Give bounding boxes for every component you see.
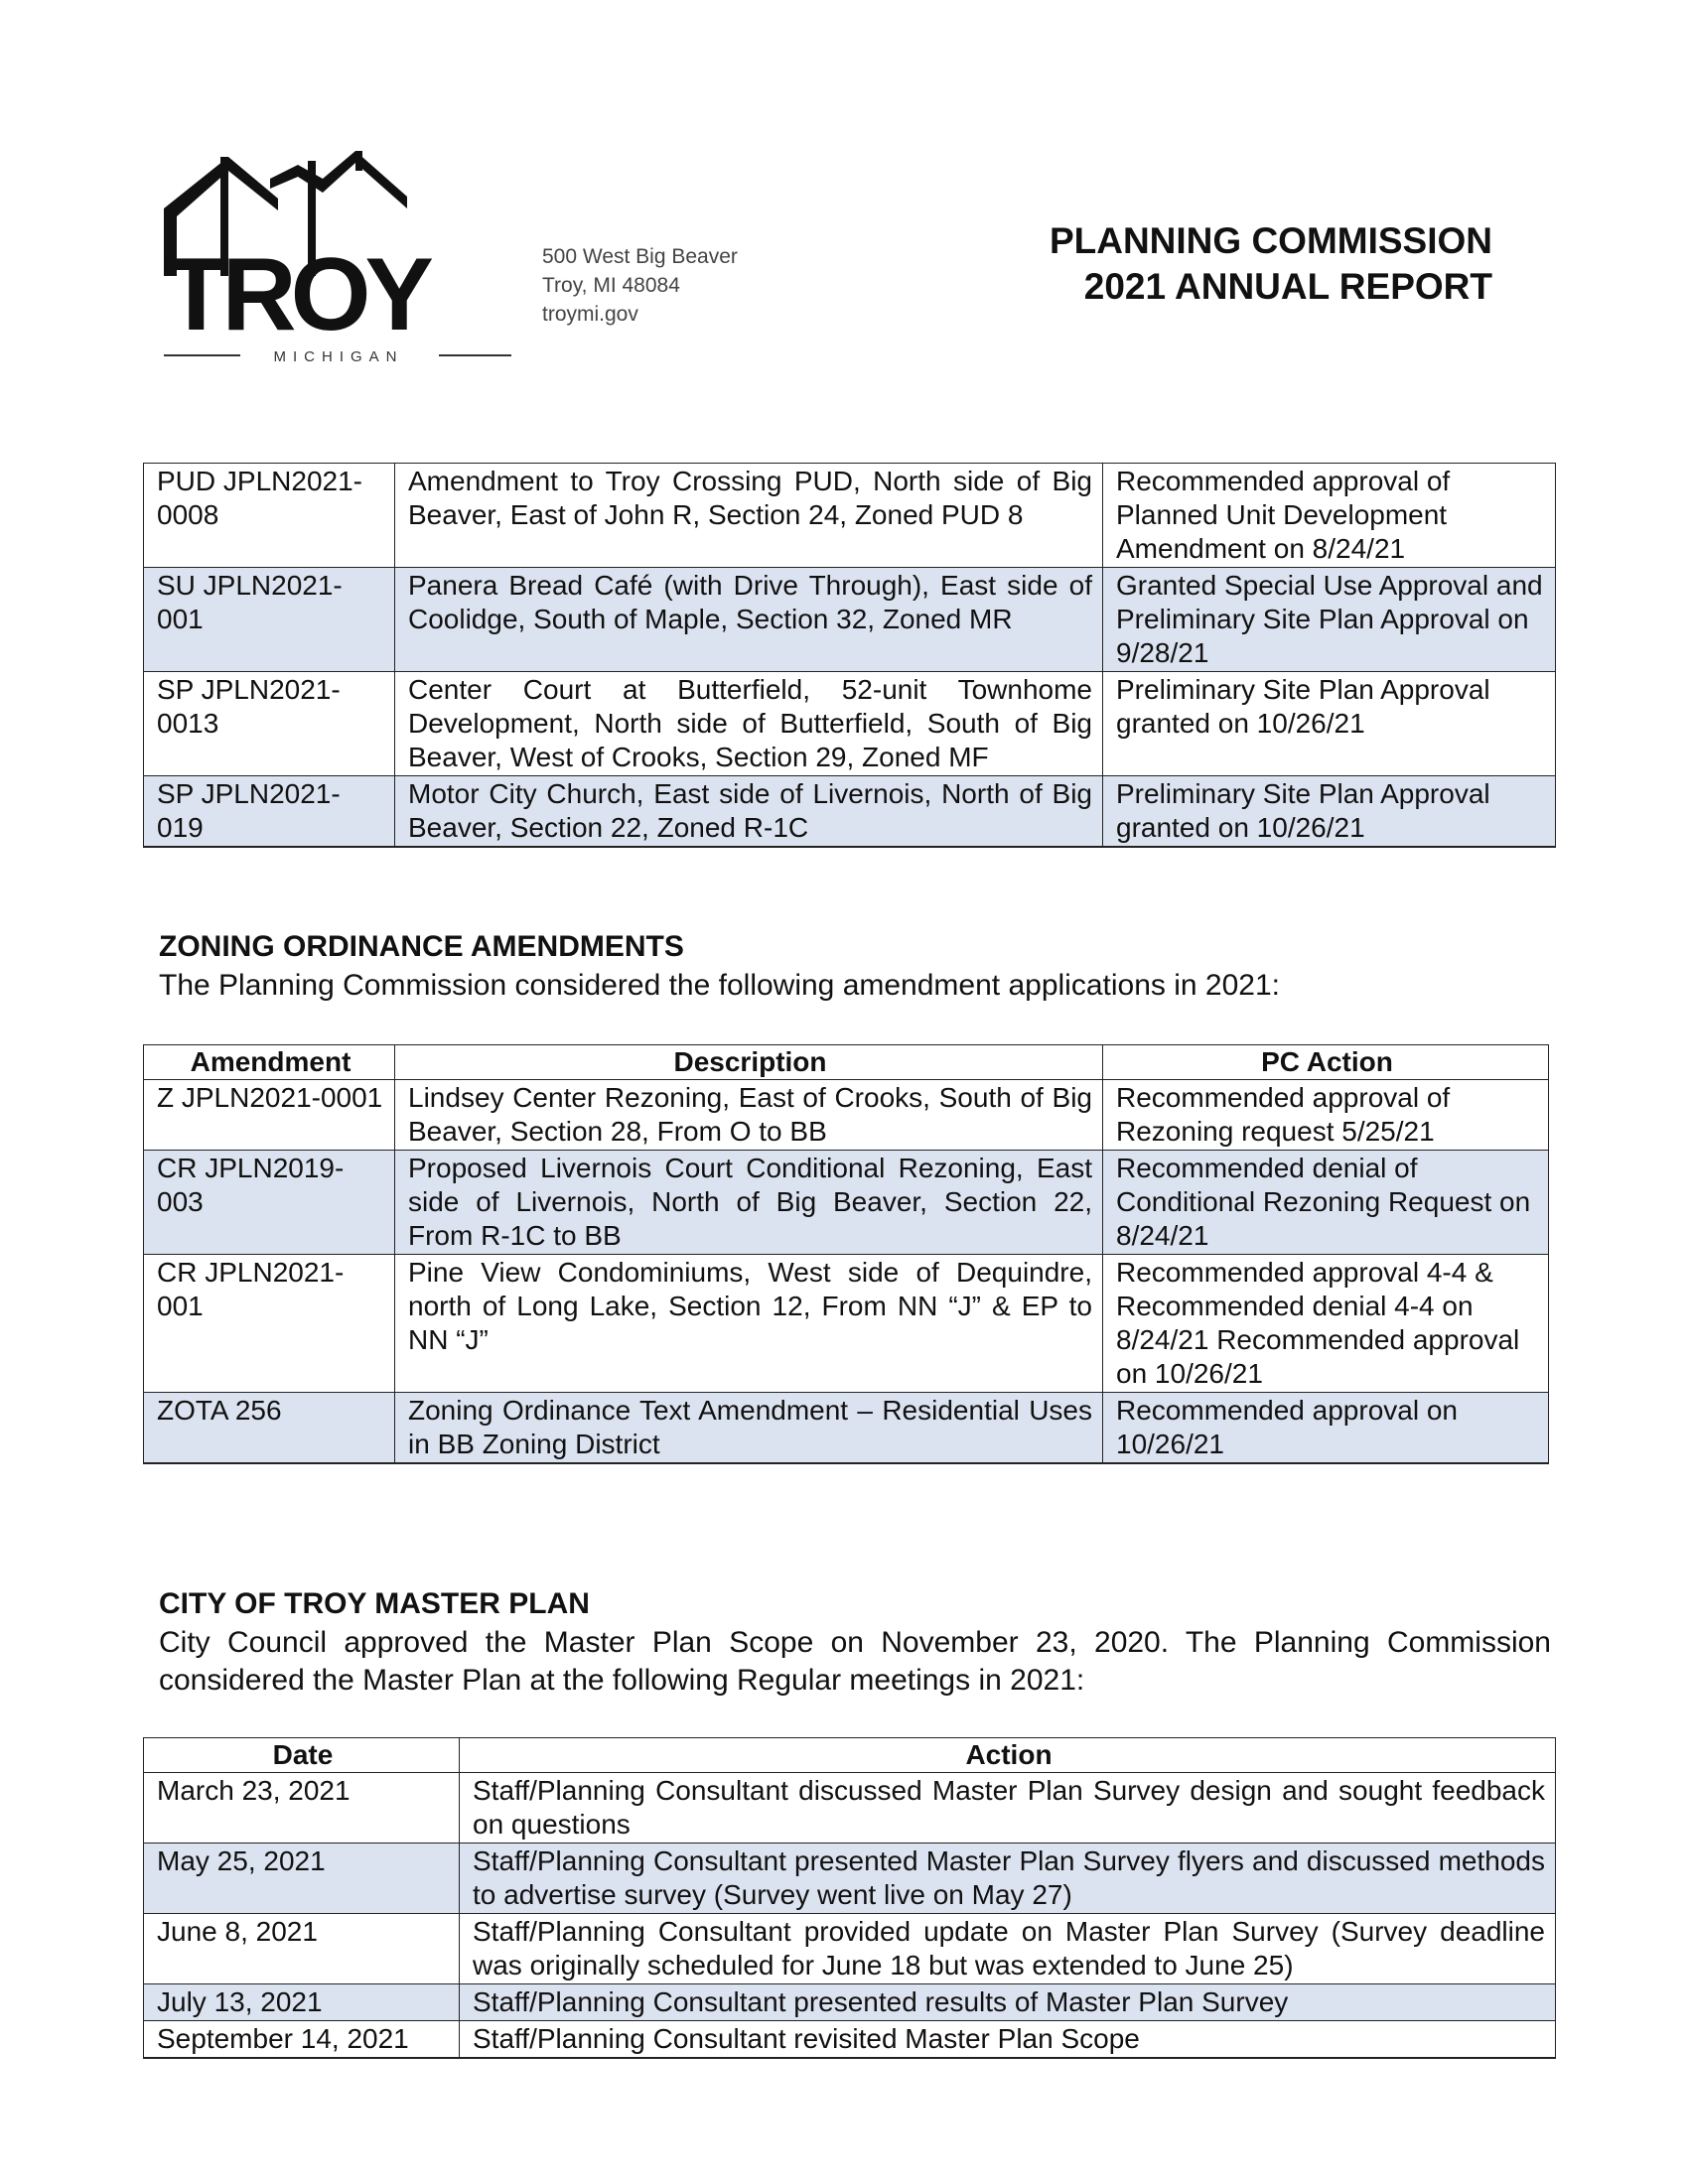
address-block [542,242,738,329]
title-line1: PLANNING COMMISSION [1049,220,1492,261]
table-row [144,1984,1556,2021]
amendment-description: Lindsey Center Rezoning, East of Crooks, South of Big Beaver, Section 28, From O to BB [395,1080,1103,1151]
case-id: SP JPLN2021-019 [144,776,395,848]
case-id: SP JPLN2021-0013 [144,672,395,776]
meeting-date: May 25, 2021 [144,1843,460,1914]
table-row [144,1393,1549,1464]
table-row [144,1255,1549,1393]
amendment-id: ZOTA 256 [144,1393,395,1464]
meeting-action: Staff/Planning Consultant presented Master Plan Survey flyers and discussed methods to advertise survey (Survey went live on May 27) [460,1843,1556,1914]
address-line1: 500 West Big Beaver [542,245,738,268]
website: troymi.gov [542,303,638,326]
title-line2: 2021 ANNUAL REPORT [1083,266,1492,307]
meeting-action: Staff/Planning Consultant provided update on Master Plan Survey (Survey deadline was originally scheduled for June 18 but was extended to June 25) [460,1914,1556,1984]
table-row [144,1080,1549,1151]
table-row [144,568,1556,672]
logo-subtext: MICHIGAN [273,348,404,365]
case-description: Amendment to Troy Crossing PUD, North side of Big Beaver, East of John R, Section 24, Zoned PUD 8 [395,464,1103,568]
table-row [144,776,1556,848]
troy-logo [159,149,516,367]
column-header: Action [460,1738,1556,1773]
amendment-id: Z JPLN2021-0001 [144,1080,395,1151]
zoning-table [143,1044,1549,1464]
table-row [144,2021,1556,2059]
case-description: Panera Bread Café (with Drive Through), East side of Coolidge, South of Maple, Section 32, Zoned MR [395,568,1103,672]
column-header: Amendment [144,1045,395,1080]
site-plan-table [143,463,1556,848]
master-plan-heading: CITY OF TROY MASTER PLAN [159,1587,590,1620]
master-plan-table [143,1737,1556,2059]
case-action: Preliminary Site Plan Approval granted on 10/26/21 [1103,672,1556,776]
pc-action: Recommended approval 4-4 & Recommended denial 4-4 on 8/24/21 Recommended approval on 10/26/21 [1103,1255,1549,1393]
address-line2: Troy, MI 48084 [542,274,680,297]
pc-action: Recommended approval of Rezoning request 5/25/21 [1103,1080,1549,1151]
table-row [144,1843,1556,1914]
case-id: SU JPLN2021-001 [144,568,395,672]
column-header: PC Action [1103,1045,1549,1080]
column-header: Description [395,1045,1103,1080]
logo-text: TROY [165,237,428,352]
meeting-action: Staff/Planning Consultant discussed Master Plan Survey design and sought feedback on questions [460,1773,1556,1843]
case-action: Granted Special Use Approval and Preliminary Site Plan Approval on 9/28/21 [1103,568,1556,672]
amendment-description: Proposed Livernois Court Conditional Rezoning, East side of Livernois, North of Big Beaver, Section 22, From R-1C to BB [395,1151,1103,1255]
pc-action: Recommended approval on 10/26/21 [1103,1393,1549,1464]
case-description: Center Court at Butterfield, 52-unit Townhome Development, North side of Butterfield, South of Big Beaver, West of Crooks, Section 29, Zoned MF [395,672,1103,776]
table-row [144,1773,1556,1843]
table-header-row [144,1738,1556,1773]
amendment-description: Pine View Condominiums, West side of Dequindre, north of Long Lake, Section 12, From NN “J” & EP to NN “J” [395,1255,1103,1393]
pc-action: Recommended denial of Conditional Rezoning Request on 8/24/21 [1103,1151,1549,1255]
meeting-date: July 13, 2021 [144,1984,460,2021]
meeting-date: September 14, 2021 [144,2021,460,2059]
amendment-description: Zoning Ordinance Text Amendment – Residential Uses in BB Zoning District [395,1393,1103,1464]
amendment-id: CR JPLN2021-001 [144,1255,395,1393]
amendment-id: CR JPLN2019-003 [144,1151,395,1255]
case-description: Motor City Church, East side of Livernois, North of Big Beaver, Section 22, Zoned R-1C [395,776,1103,848]
table-header-row [144,1045,1549,1080]
meeting-date: June 8, 2021 [144,1914,460,1984]
zoning-intro: The Planning Commission considered the following amendment applications in 2021: [159,969,1280,1002]
meeting-action: Staff/Planning Consultant revisited Master Plan Scope [460,2021,1556,2059]
case-id: PUD JPLN2021-0008 [144,464,395,568]
meeting-action: Staff/Planning Consultant presented results of Master Plan Survey [460,1984,1556,2021]
case-action: Preliminary Site Plan Approval granted on 10/26/21 [1103,776,1556,848]
report-title [1050,218,1492,310]
meeting-date: March 23, 2021 [144,1773,460,1843]
master-plan-intro: City Council approved the Master Plan Scope on November 23, 2020. The Planning Commission considered the Master Plan at the following Regular meetings in 2021: [159,1626,1551,1697]
table-row [144,464,1556,568]
zoning-heading: ZONING ORDINANCE AMENDMENTS [159,930,684,963]
table-row [144,672,1556,776]
column-header: Date [144,1738,460,1773]
table-row [144,1151,1549,1255]
table-row [144,1914,1556,1984]
case-action: Recommended approval of Planned Unit Development Amendment on 8/24/21 [1103,464,1556,568]
